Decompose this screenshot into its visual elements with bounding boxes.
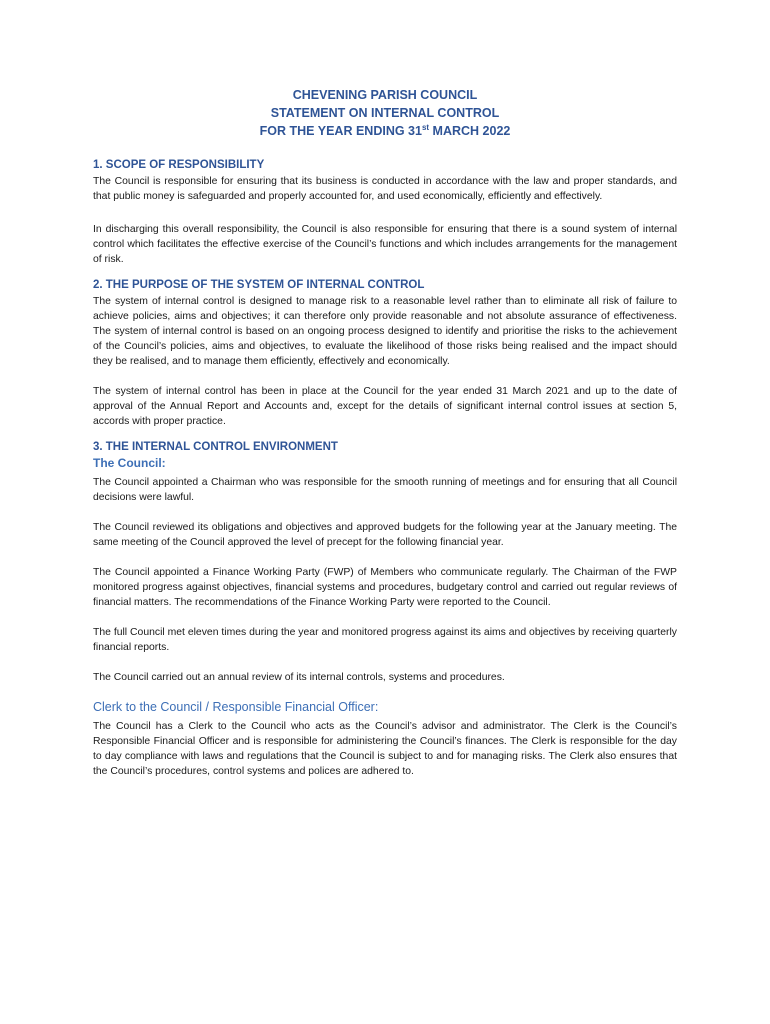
section-3-subheading-council: The Council: [93,456,166,470]
section-3-paragraph-5: The Council carried out an annual review of its internal controls, systems and procedures. [93,672,505,683]
section-2-heading: 2. THE PURPOSE OF THE SYSTEM OF INTERNAL CONTROL [93,279,425,291]
section-1-paragraph-2: In discharging this overall responsibility, the Council is also responsible for ensuring that there is a sound system of internal control which facilitates the effective exercise of the Council’s functions and which includes arrangements for the management of risk. [93,224,677,265]
section-3-paragraph-3: The Council appointed a Finance Working Party (FWP) of Members who communicate regularly. The Chairman of the FWP monitored progress against objectives, financial systems and procedures, budgetary control and carried out regular reviews of financial matters. The recommendations of the Finance Working Party were reported to the Council. [93,567,677,608]
title-statement: STATEMENT ON INTERNAL CONTROL [270,106,500,120]
section-3-paragraph-4: The full Council met eleven times during the year and monitored progress against its aims and objectives by receiving quarterly financial reports. [93,627,677,653]
section-2-paragraph-1: The system of internal control is designed to manage risk to a reasonable level rather than to eliminate all risk of failure to achieve policies, aims and objectives; it can therefore only provide reasonable and not absolute assurance of effectiveness. The system of internal control is based on an ongoing process designed to identify and prioritise the risks to the achievement of the Council’s policies, aims and objectives, to evaluate the likelihood of those risks being realised and the impact should they be realised, and to manage them efficiently, effectively and economically. [93,296,677,367]
section-3-subheading-clerk: Clerk to the Council / Responsible Financial Officer: [93,700,379,714]
title-council-name: CHEVENING PARISH COUNCIL [292,88,478,102]
section-1-heading: 1. SCOPE OF RESPONSIBILITY [93,159,265,171]
document-page [93,86,677,779]
section-3-heading: 3. THE INTERNAL CONTROL ENVIRONMENT [93,441,338,453]
section-3-clerk-paragraph: The Council has a Clerk to the Council who acts as the Council’s advisor and administrator. The Clerk is the Council’s Responsible Financial Officer and is responsible for administering the Council’s finances. The Clerk is responsible for the day to day compliance with laws and regulations that the Council is subject to and for managing risks. The Clerk also ensures that the Council’s procedures, control systems and polices are adhered to. [93,721,677,777]
section-3-paragraph-1: The Council appointed a Chairman who was responsible for the smooth running of meetings and for ensuring that all Council decisions were lawful. [93,477,677,503]
section-3-paragraph-2: The Council reviewed its obligations and objectives and approved budgets for the following year at the January meeting. The same meeting of the Council approved the level of precept for the following financial year. [93,522,677,548]
document-title [93,86,677,140]
section-1-paragraph-1: The Council is responsible for ensuring that its business is conducted in accordance with the law and proper standards, and that public money is safeguarded and properly accounted for, and used economically, efficiently and effectively. [93,176,677,202]
title-year: FOR THE YEAR ENDING 31st MARCH 2022 [259,122,511,138]
section-2-paragraph-2: The system of internal control has been in place at the Council for the year ended 31 March 2021 and up to the date of approval of the Annual Report and Accounts and, except for the details of significant internal control issues at section 5, accords with proper practice. [93,386,677,427]
